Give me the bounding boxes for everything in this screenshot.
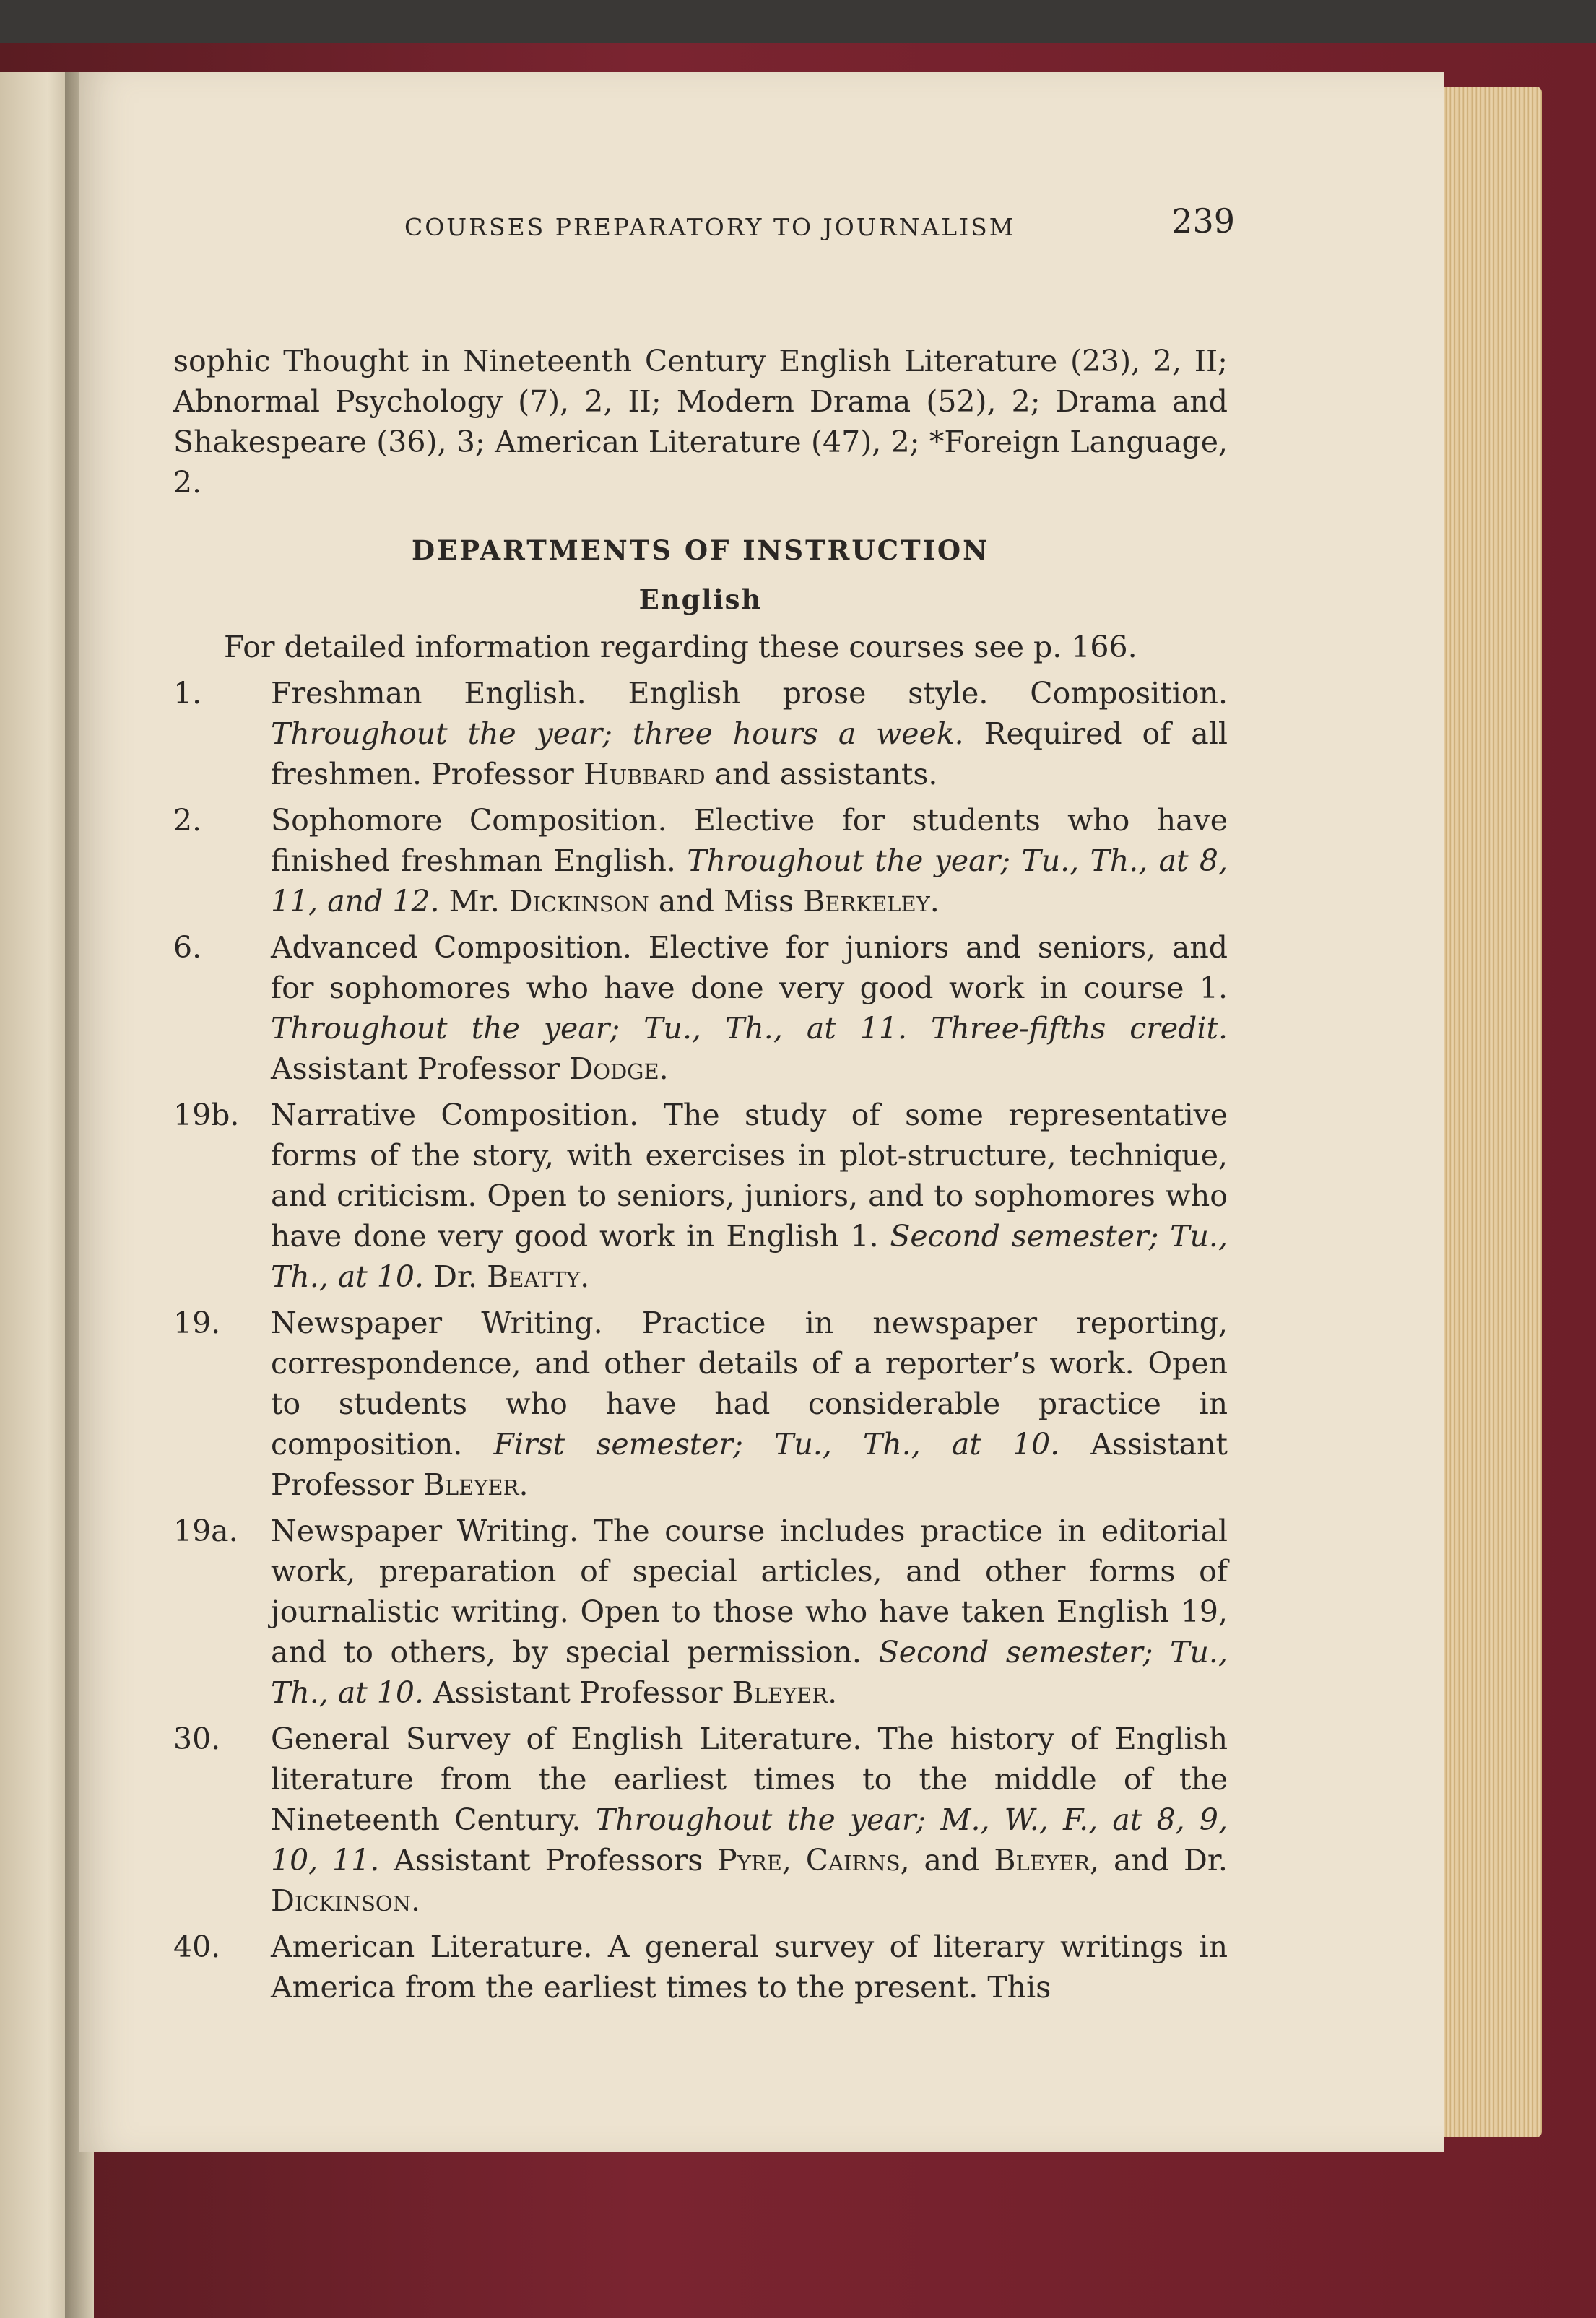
course-instructor: Dickinson [508, 884, 649, 919]
course-number: 1. [173, 676, 202, 711]
intro-paragraph: sophic Thought in Nineteenth Century English Literature (23), 2, II; Abnormal Psychology (7), 2, II; Modern Drama (52), 2; Drama and Shakespeare (36), 3; American Literature (47), 2; *Foreign Language, 2. [173, 344, 1228, 500]
page-body [173, 341, 1228, 2007]
course-note: and assistants. [714, 757, 938, 791]
section-title: DEPARTMENTS OF INSTRUCTION [412, 534, 989, 566]
course-note: and [924, 1843, 980, 1878]
course-instructor: Beatty. [487, 1259, 590, 1294]
course-note: Assistant Professor [433, 1675, 723, 1710]
course-instructor: Bleyer. [422, 1467, 529, 1502]
course-entry [173, 1927, 1228, 2007]
course-schedule: Second semester; Tu., Th., at 10. [271, 1635, 1228, 1710]
course-description: Narrative Composition. The study of some representative forms of the story, with exercises in plot-structure, technique, and criticism. Open to seniors, juniors, and to sophomores who have done very good work in English 1. [271, 1098, 1228, 1254]
course-instructor: Dodge. [569, 1051, 669, 1086]
course-schedule: Throughout the year; Tu., Th., at 8, 11, and 12. [271, 843, 1228, 919]
course-description: Freshman English. English prose style. Composition. [271, 676, 1228, 711]
course-note: Dr. [433, 1259, 478, 1294]
course-schedule: First semester; Tu., Th., at 10. [493, 1427, 1060, 1462]
course-number: 19b. [173, 1098, 240, 1132]
course-description: Newspaper Writing. The course includes practice in editorial work, preparation of special articles, and other forms of journalistic writing. Open to those who have taken English 19, and to others, by special permission. [271, 1514, 1228, 1670]
course-note: Required of all freshmen. Professor [271, 716, 1228, 791]
course-schedule: Second semester; Tu., Th., at 10. [271, 1219, 1228, 1294]
running-head: COURSES PREPARATORY TO JOURNALISM [404, 213, 1016, 241]
course-entry [173, 1719, 1228, 1921]
course-description: American Literature. A general survey of literary writings in America from the earliest times to the present. This [271, 1930, 1228, 2005]
course-entry [173, 1511, 1228, 1713]
course-instructor: Pyre, Cairns, [717, 1843, 910, 1878]
course-number: 6. [173, 930, 202, 965]
course-description: Sophomore Composition. Elective for students who have finished freshman English. [271, 803, 1228, 878]
subsection-title: English [638, 583, 763, 615]
course-note: Assistant Professor [271, 1427, 1228, 1502]
course-entry [173, 1303, 1228, 1505]
course-entry [173, 673, 1228, 794]
course-description: Advanced Composition. Elective for juniors and seniors, and for sophomores who have done very good work in course 1. [271, 930, 1228, 1005]
course-number: 30. [173, 1722, 221, 1756]
course-description: Newspaper Writing. Practice in newspaper reporting, correspondence, and other details of a reporter’s work. Open to students who have had considerable practice in composition. [271, 1306, 1228, 1462]
course-instructor: Berkeley. [803, 884, 940, 919]
course-number: 40. [173, 1930, 221, 1964]
page-header [311, 191, 1235, 264]
course-description: General Survey of English Literature. The history of English literature from the earliest times to the middle of the Nineteenth Century. [271, 1722, 1228, 1837]
course-schedule: Throughout the year; M., W., F., at 8, 9, 10, 11. [271, 1802, 1228, 1878]
page-number: 239 [1171, 201, 1235, 240]
course-instructor: Hubbard [583, 757, 706, 791]
course-schedule: Throughout the year; three hours a week. [271, 716, 964, 751]
course-number: 19. [173, 1306, 221, 1340]
course-entry [173, 1095, 1228, 1297]
course-number: 19a. [173, 1514, 238, 1548]
course-entry [173, 927, 1228, 1089]
course-note: and Dr. [1114, 1843, 1228, 1878]
page-block-edge [1434, 87, 1542, 2137]
course-note: Assistant Professors [394, 1843, 703, 1878]
course-note: Mr. [448, 884, 500, 919]
course-schedule: Throughout the year; Tu., Th., at 11. Three-fifths credit. [271, 1011, 1228, 1046]
course-instructor: Bleyer. [732, 1675, 838, 1710]
reference-note: For detailed information regarding these courses see p. 166. [224, 630, 1137, 664]
course-note: and Miss [658, 884, 794, 919]
course-instructor: Dickinson. [271, 1883, 421, 1918]
course-number: 2. [173, 803, 202, 838]
course-note: Assistant Professor [271, 1051, 560, 1086]
course-instructor: Bleyer, [994, 1843, 1100, 1878]
course-entry [173, 800, 1228, 921]
